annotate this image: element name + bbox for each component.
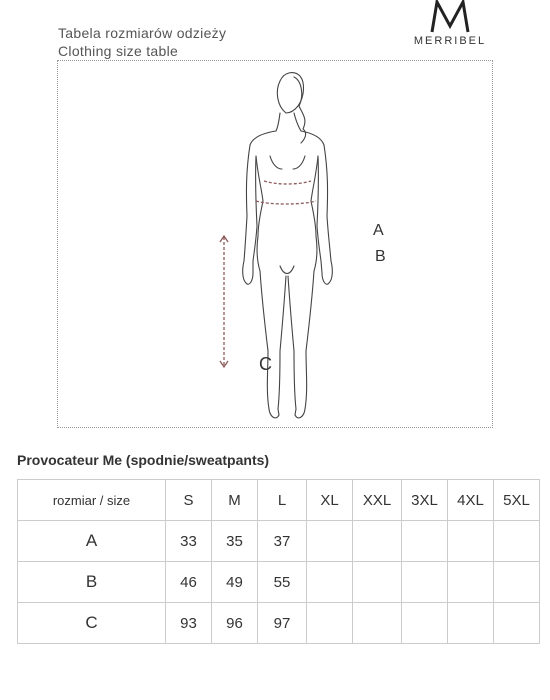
title-polish: Tabela rozmiarów odzieży (58, 25, 227, 41)
table-cell (402, 562, 448, 603)
row-label: A (18, 521, 166, 562)
table-cell: 35 (212, 521, 258, 562)
table-cell: 46 (166, 562, 212, 603)
figure-box (57, 60, 493, 428)
table-cell (353, 562, 402, 603)
table-row (18, 521, 540, 562)
table-cell (402, 603, 448, 644)
row-label: B (18, 562, 166, 603)
table-row (18, 603, 540, 644)
size-header: 5XL (494, 480, 540, 521)
table-cell (307, 603, 353, 644)
table-cell: 55 (258, 562, 307, 603)
label-b: B (375, 248, 386, 265)
size-header: S (166, 480, 212, 521)
header-label: rozmiar / size (18, 480, 166, 521)
table-cell (353, 603, 402, 644)
size-header: M (212, 480, 258, 521)
table-cell (353, 521, 402, 562)
table-cell: 33 (166, 521, 212, 562)
size-header: XXL (353, 480, 402, 521)
size-header: L (258, 480, 307, 521)
size-header: 3XL (402, 480, 448, 521)
table-cell (494, 603, 540, 644)
size-header: 4XL (448, 480, 494, 521)
table-cell: 96 (212, 603, 258, 644)
table-cell (307, 562, 353, 603)
table-header-row (18, 480, 540, 521)
label-c: C (259, 354, 272, 374)
table-cell (402, 521, 448, 562)
table-cell: 49 (212, 562, 258, 603)
brand-logo (404, 0, 496, 52)
size-table (17, 479, 540, 644)
table-row (18, 562, 540, 603)
table-cell (448, 521, 494, 562)
size-header: XL (307, 480, 353, 521)
table-cell (448, 562, 494, 603)
table-cell: 37 (258, 521, 307, 562)
product-title: Provocateur Me (spodnie/sweatpants) (17, 452, 270, 468)
table-cell (494, 562, 540, 603)
table-cell (307, 521, 353, 562)
table-cell (448, 603, 494, 644)
table-cell: 93 (166, 603, 212, 644)
label-a: A (373, 222, 384, 239)
row-label: C (18, 603, 166, 644)
body-silhouette-icon (58, 61, 494, 429)
logo-m-icon (428, 0, 472, 34)
title-english: Clothing size table (58, 43, 179, 59)
table-cell: 97 (258, 603, 307, 644)
header-title (58, 24, 226, 60)
table-cell (494, 521, 540, 562)
logo-name: MERRIBEL (413, 35, 487, 47)
